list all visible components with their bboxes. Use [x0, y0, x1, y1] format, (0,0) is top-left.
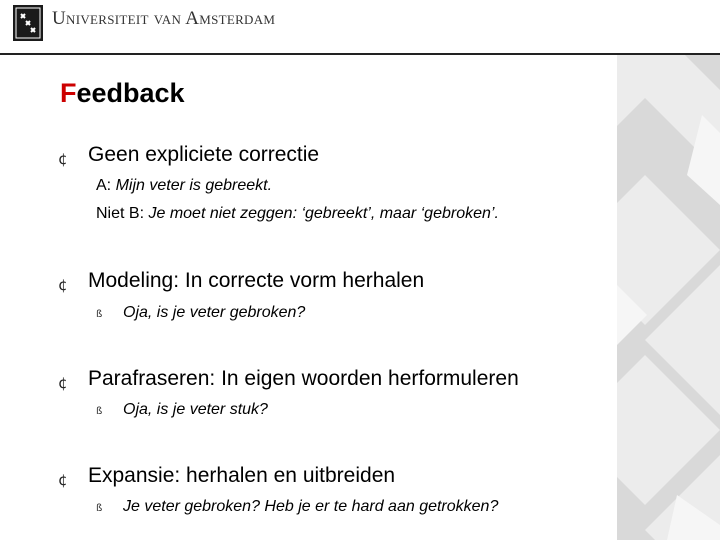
- example-line: [96, 205, 499, 223]
- header-divider: [0, 53, 720, 55]
- list-item: Expansie: herhalen en uitbreiden: [88, 464, 396, 487]
- sub-item: Oja, is je veter stuk?: [123, 401, 268, 418]
- example-prefix: A:: [96, 177, 116, 194]
- bullet-icon: ¢: [58, 150, 68, 168]
- example-line: [96, 177, 272, 195]
- example-prefix: Niet B:: [96, 205, 149, 222]
- slide-title-rest: eedback: [76, 78, 185, 108]
- bullet-icon: ¢: [58, 276, 68, 294]
- bullet-icon: ¢: [58, 471, 68, 489]
- bullet-icon: ¢: [58, 374, 68, 392]
- sub-item: Je veter gebroken? Heb je er te hard aan getrokken?: [123, 498, 499, 515]
- list-item: Modeling: In correcte vorm herhalen: [88, 269, 425, 292]
- slide-title-initial: F: [60, 78, 77, 108]
- example-text: Je moet niet zeggen: ‘gebreekt’, maar ‘gebroken’.: [148, 205, 499, 222]
- decorative-pattern: [617, 55, 720, 540]
- example-text: Mijn veter is gebreekt.: [115, 177, 273, 194]
- list-item: Geen expliciete correctie: [88, 143, 320, 166]
- sub-item: Oja, is je veter gebroken?: [123, 304, 306, 321]
- uva-logo-icon: [13, 5, 43, 41]
- university-name: Universiteit van Amsterdam: [52, 8, 276, 29]
- list-item: Parafraseren: In eigen woorden herformuleren: [88, 367, 519, 390]
- slide-title: [60, 78, 185, 109]
- sub-bullet-icon: ß: [96, 406, 103, 417]
- sub-bullet-icon: ß: [96, 309, 103, 320]
- sub-bullet-icon: ß: [96, 503, 103, 514]
- header: [0, 0, 720, 46]
